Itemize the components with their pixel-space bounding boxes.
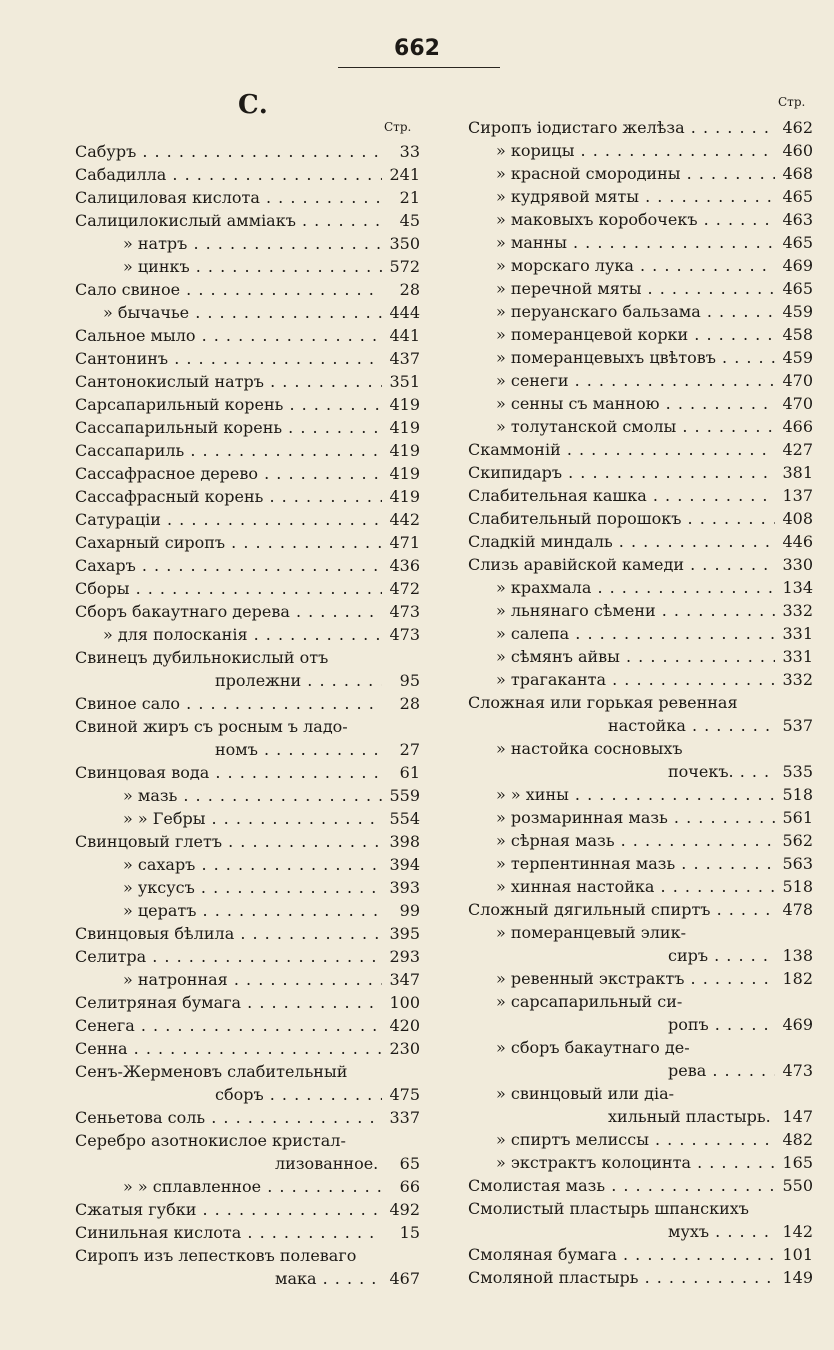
entry-page: 28 <box>382 278 420 301</box>
index-entry <box>75 1014 420 1037</box>
entry-page: 138 <box>775 944 813 967</box>
entry-page: 572 <box>382 255 420 278</box>
entry-term: » для полосканія . . . <box>75 623 382 646</box>
entry-term: » » Гебры . . . <box>75 807 382 830</box>
entry-page: 395 <box>382 922 420 945</box>
index-entry <box>75 186 420 209</box>
entry-term: » льнянаго сѣмени . . . <box>468 599 775 622</box>
entry-page: 61 <box>382 761 420 784</box>
index-entry <box>468 1128 813 1151</box>
index-entry <box>75 922 420 945</box>
entry-page: 293 <box>382 945 420 968</box>
entry-term: Сантонинъ . . . <box>75 347 382 370</box>
entry-page: 535 <box>775 760 813 783</box>
index-entry <box>75 899 420 922</box>
entry-page: 100 <box>382 991 420 1014</box>
index-entry <box>468 507 813 530</box>
index-entry <box>75 853 420 876</box>
entry-term: » розмаринная мазь . . . <box>468 806 775 829</box>
entry-page: 134 <box>775 576 813 599</box>
index-entry <box>75 738 420 761</box>
index-entry <box>75 761 420 784</box>
index-entry <box>468 1151 813 1174</box>
index-entry <box>468 231 813 254</box>
entry-term: » свинцовый или діа- <box>496 1084 675 1103</box>
index-entry <box>75 577 420 600</box>
entry-term: Сиропъ іодистаго желѣза . . . <box>468 116 775 139</box>
index-entry <box>468 415 813 438</box>
index-entry <box>75 393 420 416</box>
entry-term: Слизь аравійской камеди . . . <box>468 553 775 576</box>
entry-page: 350 <box>382 232 420 255</box>
entry-term: Сассапариль . . . <box>75 439 382 462</box>
entry-page: 460 <box>775 139 813 162</box>
index-entry <box>75 1129 420 1152</box>
index-entry <box>468 599 813 622</box>
entry-page: 331 <box>775 622 813 645</box>
header-rule <box>338 67 500 68</box>
index-entry <box>75 600 420 623</box>
entry-term: рева . . . <box>468 1059 775 1082</box>
entry-page: 420 <box>382 1014 420 1037</box>
entry-page: 473 <box>382 623 420 646</box>
entry-page: 33 <box>382 140 420 163</box>
entry-page: 469 <box>775 1013 813 1036</box>
page-number: 662 <box>394 36 440 61</box>
entry-page: 332 <box>775 668 813 691</box>
entry-page: 446 <box>775 530 813 553</box>
entry-page: 467 <box>382 1267 420 1290</box>
index-entry <box>75 830 420 853</box>
entry-page: 537 <box>775 714 813 737</box>
entry-page: 137 <box>775 484 813 507</box>
entry-term: Сахаръ . . . <box>75 554 382 577</box>
entry-page: 419 <box>382 393 420 416</box>
entry-page: 230 <box>382 1037 420 1060</box>
entry-page: 337 <box>382 1106 420 1129</box>
entry-page: 182 <box>775 967 813 990</box>
entry-term: » натръ . . . <box>75 232 382 255</box>
entry-page: 559 <box>382 784 420 807</box>
entry-term: Селитра . . . <box>75 945 382 968</box>
entry-page: 436 <box>382 554 420 577</box>
index-entry <box>468 1105 813 1128</box>
index-entry <box>468 829 813 852</box>
index-entry <box>75 1060 420 1083</box>
entry-term: Синильная кислота . . . <box>75 1221 382 1244</box>
left-column-header: Стр. <box>384 120 412 134</box>
entry-term: Сатураціи . . . <box>75 508 382 531</box>
entry-page: 142 <box>775 1220 813 1243</box>
entry-term: » маковыхъ коробочекъ . . . <box>468 208 775 231</box>
index-entry <box>75 554 420 577</box>
index-entry <box>468 944 813 967</box>
entry-term: » перечной мяты . . . <box>468 277 775 300</box>
entry-page: 473 <box>775 1059 813 1082</box>
entry-page: 398 <box>382 830 420 853</box>
entry-page: 465 <box>775 231 813 254</box>
index-entry <box>75 692 420 715</box>
index-entry <box>75 646 420 669</box>
entry-term: » померанцевыхъ цвѣтовъ . . . <box>468 346 775 369</box>
entry-page: 441 <box>382 324 420 347</box>
index-entry <box>468 185 813 208</box>
entry-term: » » сплавленное . . . <box>75 1175 382 1198</box>
entry-term: » трагаканта . . . <box>468 668 775 691</box>
index-entry <box>75 462 420 485</box>
entry-page: 394 <box>382 853 420 876</box>
right-column-header: Стр. <box>778 95 806 109</box>
entry-term: Скаммоній . . . <box>468 438 775 461</box>
index-entry <box>75 232 420 255</box>
entry-page: 470 <box>775 369 813 392</box>
section-letter: С. <box>238 90 268 120</box>
entry-term: Салициловая кислота . . . <box>75 186 382 209</box>
index-entry <box>468 1059 813 1082</box>
index-entry <box>75 140 420 163</box>
entry-term: хильный пластырь. . . . <box>468 1105 775 1128</box>
index-entry <box>75 1244 420 1267</box>
index-entry <box>468 438 813 461</box>
entry-page: 472 <box>382 577 420 600</box>
index-entry <box>75 1152 420 1175</box>
entry-page: 469 <box>775 254 813 277</box>
index-entry <box>468 921 813 944</box>
right-index-column <box>468 116 813 1289</box>
index-entry <box>468 1266 813 1289</box>
entry-page: 27 <box>382 738 420 761</box>
entry-term: Серебро азотнокислое кристал- <box>75 1131 346 1150</box>
entry-page: 66 <box>382 1175 420 1198</box>
index-entry <box>75 945 420 968</box>
index-entry <box>468 783 813 806</box>
entry-term: Салицилокислый амміакъ . . . <box>75 209 382 232</box>
entry-page: 28 <box>382 692 420 715</box>
entry-term: Селитряная бумага . . . <box>75 991 382 1014</box>
entry-term: » перуанскаго бальзама . . . <box>468 300 775 323</box>
entry-term: Сборъ бакаутнаго дерева . . . <box>75 600 382 623</box>
index-entry <box>468 806 813 829</box>
entry-term: » манны . . . <box>468 231 775 254</box>
index-entry <box>75 324 420 347</box>
entry-term: Сжатыя губки . . . <box>75 1198 382 1221</box>
entry-page: 465 <box>775 277 813 300</box>
entry-term: » морскаго лука . . . <box>468 254 775 277</box>
entry-page: 330 <box>775 553 813 576</box>
index-entry <box>468 254 813 277</box>
index-entry <box>75 163 420 186</box>
entry-term: » кудрявой мяты . . . <box>468 185 775 208</box>
index-entry <box>468 1036 813 1059</box>
entry-page: 444 <box>382 301 420 324</box>
entry-term: Сложный дягильный спиртъ . . . <box>468 898 775 921</box>
entry-term: мухъ . . . <box>468 1220 775 1243</box>
entry-term: » цератъ . . . <box>75 899 382 922</box>
entry-page: 45 <box>382 209 420 232</box>
entry-term: Слабительный порошокъ . . . <box>468 507 775 530</box>
index-entry <box>468 668 813 691</box>
entry-page: 241 <box>382 163 420 186</box>
left-index-column <box>75 140 420 1290</box>
index-entry <box>75 1198 420 1221</box>
index-entry <box>75 255 420 278</box>
entry-term: пролежни . . . <box>75 669 382 692</box>
entry-term: Сахарный сиропъ . . . <box>75 531 382 554</box>
entry-term: » спиртъ мелиссы . . . <box>468 1128 775 1151</box>
entry-page: 463 <box>775 208 813 231</box>
entry-term: » корицы . . . <box>468 139 775 162</box>
index-entry <box>468 208 813 231</box>
index-entry <box>75 715 420 738</box>
index-entry <box>468 737 813 760</box>
entry-term: » сенны съ манною . . . <box>468 392 775 415</box>
index-entry <box>468 139 813 162</box>
index-entry <box>468 691 813 714</box>
index-entry <box>75 278 420 301</box>
entry-term: » ревенный экстрактъ . . . <box>468 967 775 990</box>
entry-term: Свиное сало . . . <box>75 692 382 715</box>
entry-term: Сарсапарильный корень . . . <box>75 393 382 416</box>
index-entry <box>468 760 813 783</box>
index-entry <box>75 669 420 692</box>
entry-page: 563 <box>775 852 813 875</box>
index-entry <box>468 461 813 484</box>
entry-term: Сенега . . . <box>75 1014 382 1037</box>
entry-term: настойка . . . <box>468 714 775 737</box>
index-entry <box>468 645 813 668</box>
index-entry <box>75 1267 420 1290</box>
entry-page: 351 <box>382 370 420 393</box>
entry-term: » цинкъ . . . <box>75 255 382 278</box>
entry-term: Смоляная бумага . . . <box>468 1243 775 1266</box>
index-entry <box>468 852 813 875</box>
entry-term: » » хины . . . <box>468 783 775 806</box>
index-entry <box>468 967 813 990</box>
index-entry <box>75 347 420 370</box>
entry-term: » сѣрная мазь . . . <box>468 829 775 852</box>
entry-term: Сассафрасное дерево . . . <box>75 462 382 485</box>
index-entry <box>75 416 420 439</box>
index-entry <box>75 968 420 991</box>
entry-page: 147 <box>775 1105 813 1128</box>
entry-page: 331 <box>775 645 813 668</box>
entry-term: Свинцовый глетъ . . . <box>75 830 382 853</box>
entry-term: Слабительная кашка . . . <box>468 484 775 507</box>
index-entry <box>468 300 813 323</box>
entry-term: Свиной жиръ съ росным ъ ладо- <box>75 717 348 736</box>
index-entry <box>75 807 420 830</box>
entry-term: » хинная настойка . . . <box>468 875 775 898</box>
entry-page: 492 <box>382 1198 420 1221</box>
entry-page: 419 <box>382 439 420 462</box>
index-entry <box>468 1243 813 1266</box>
entry-page: 465 <box>775 185 813 208</box>
entry-term: » сарсапарильный си- <box>496 992 683 1011</box>
entry-page: 21 <box>382 186 420 209</box>
entry-term: Сенъ-Жерменовъ слабительный <box>75 1062 348 1081</box>
entry-term: Сладкій миндаль . . . <box>468 530 775 553</box>
entry-term: » крахмала . . . <box>468 576 775 599</box>
index-entry <box>75 370 420 393</box>
index-entry <box>468 484 813 507</box>
entry-page: 15 <box>382 1221 420 1244</box>
entry-page: 437 <box>382 347 420 370</box>
entry-term: » толутанской смолы . . . <box>468 415 775 438</box>
index-entry <box>468 1174 813 1197</box>
entry-term: » сахаръ . . . <box>75 853 382 876</box>
entry-term: Сабуръ . . . <box>75 140 382 163</box>
entry-term: сборъ . . . <box>75 1083 382 1106</box>
index-entry <box>468 323 813 346</box>
entry-page: 149 <box>775 1266 813 1289</box>
index-entry <box>468 162 813 185</box>
entry-term: Сабадилла . . . <box>75 163 382 186</box>
entry-term: Сиропъ изъ лепестковъ полеваго <box>75 1246 357 1265</box>
entry-term: » мазь . . . <box>75 784 382 807</box>
index-entry <box>75 784 420 807</box>
entry-page: 442 <box>382 508 420 531</box>
entry-term: Свинцовыя бѣлила . . . <box>75 922 382 945</box>
entry-term: Сенна . . . <box>75 1037 382 1060</box>
entry-term: Свинецъ дубильнокислый отъ <box>75 648 329 667</box>
entry-page: 101 <box>775 1243 813 1266</box>
index-entry <box>468 1197 813 1220</box>
entry-term: мака . . . <box>75 1267 382 1290</box>
index-entry <box>468 990 813 1013</box>
entry-page: 459 <box>775 300 813 323</box>
entry-page: 95 <box>382 669 420 692</box>
index-entry <box>75 1175 420 1198</box>
index-entry <box>75 485 420 508</box>
index-entry <box>468 392 813 415</box>
entry-term: Свинцовая вода . . . <box>75 761 382 784</box>
index-entry <box>468 1082 813 1105</box>
index-entry <box>75 1083 420 1106</box>
index-entry <box>468 530 813 553</box>
entry-term: почекъ. . . . <box>468 760 775 783</box>
index-entry <box>75 623 420 646</box>
entry-page: 518 <box>775 783 813 806</box>
entry-term: ропъ . . . <box>468 1013 775 1036</box>
entry-term: » красной смородины . . . <box>468 162 775 185</box>
entry-term: Скипидаръ . . . <box>468 461 775 484</box>
index-entry <box>468 277 813 300</box>
entry-page: 458 <box>775 323 813 346</box>
index-entry <box>468 576 813 599</box>
index-entry <box>468 1013 813 1036</box>
index-entry <box>75 1106 420 1129</box>
entry-term: Смолистая мазь . . . <box>468 1174 775 1197</box>
index-entry <box>75 991 420 1014</box>
index-entry <box>75 1037 420 1060</box>
index-entry <box>75 876 420 899</box>
entry-page: 475 <box>382 1083 420 1106</box>
entry-term: » сенеги . . . <box>468 369 775 392</box>
index-entry <box>75 439 420 462</box>
entry-term: » померанцевой корки . . . <box>468 323 775 346</box>
entry-page: 466 <box>775 415 813 438</box>
entry-page: 427 <box>775 438 813 461</box>
entry-term: » бычачье . . . <box>75 301 382 324</box>
entry-page: 554 <box>382 807 420 830</box>
entry-page: 473 <box>382 600 420 623</box>
entry-page: 99 <box>382 899 420 922</box>
entry-term: Сальное мыло . . . <box>75 324 382 347</box>
entry-term: » экстрактъ колоцинта . . . <box>468 1151 775 1174</box>
entry-page: 550 <box>775 1174 813 1197</box>
entry-term: » сѣмянъ айвы . . . <box>468 645 775 668</box>
entry-page: 419 <box>382 462 420 485</box>
entry-term: » уксусъ . . . <box>75 876 382 899</box>
entry-page: 419 <box>382 416 420 439</box>
index-entry <box>468 622 813 645</box>
entry-term: Сеньетова соль . . . <box>75 1106 382 1129</box>
entry-page: 393 <box>382 876 420 899</box>
entry-term: » терпентинная мазь . . . <box>468 852 775 875</box>
entry-term: сиръ . . . <box>468 944 775 967</box>
index-entry <box>468 714 813 737</box>
entry-term: Сантонокислый натръ . . . <box>75 370 382 393</box>
entry-page: 165 <box>775 1151 813 1174</box>
entry-term: » натронная . . . <box>75 968 382 991</box>
entry-term: Смолистый пластырь шпанскихъ <box>468 1199 749 1218</box>
index-entry <box>468 369 813 392</box>
entry-term: Сборы . . . <box>75 577 382 600</box>
entry-term: Смоляной пластырь . . . <box>468 1266 775 1289</box>
index-entry <box>75 508 420 531</box>
entry-page: 408 <box>775 507 813 530</box>
index-entry <box>468 116 813 139</box>
entry-page: 419 <box>382 485 420 508</box>
index-entry <box>468 898 813 921</box>
entry-page: 462 <box>775 116 813 139</box>
index-entry <box>468 1220 813 1243</box>
entry-page: 347 <box>382 968 420 991</box>
entry-page: 562 <box>775 829 813 852</box>
index-entry <box>468 875 813 898</box>
entry-term: Сассапарильный корень . . . <box>75 416 382 439</box>
entry-term: » померанцевый элик- <box>496 923 686 942</box>
index-entry <box>468 346 813 369</box>
entry-page: 470 <box>775 392 813 415</box>
entry-term: Сало свиное . . . <box>75 278 382 301</box>
entry-page: 518 <box>775 875 813 898</box>
entry-term: Сассафрасный корень . . . <box>75 485 382 508</box>
entry-term: Сложная или горькая ревенная <box>468 693 738 712</box>
entry-term: » настойка сосновыхъ <box>496 739 683 758</box>
entry-page: 561 <box>775 806 813 829</box>
entry-page: 65 <box>382 1152 420 1175</box>
entry-term: » салепа . . . <box>468 622 775 645</box>
entry-page: 482 <box>775 1128 813 1151</box>
entry-page: 459 <box>775 346 813 369</box>
index-entry <box>75 301 420 324</box>
index-entry <box>75 1221 420 1244</box>
entry-page: 478 <box>775 898 813 921</box>
entry-term: » сборъ бакаутнаго де- <box>496 1038 690 1057</box>
entry-term: лизованное. . . . <box>75 1152 382 1175</box>
index-entry <box>75 209 420 232</box>
index-entry <box>75 531 420 554</box>
entry-page: 381 <box>775 461 813 484</box>
entry-page: 332 <box>775 599 813 622</box>
entry-term: номъ . . . <box>75 738 382 761</box>
index-entry <box>468 553 813 576</box>
entry-page: 468 <box>775 162 813 185</box>
entry-page: 471 <box>382 531 420 554</box>
